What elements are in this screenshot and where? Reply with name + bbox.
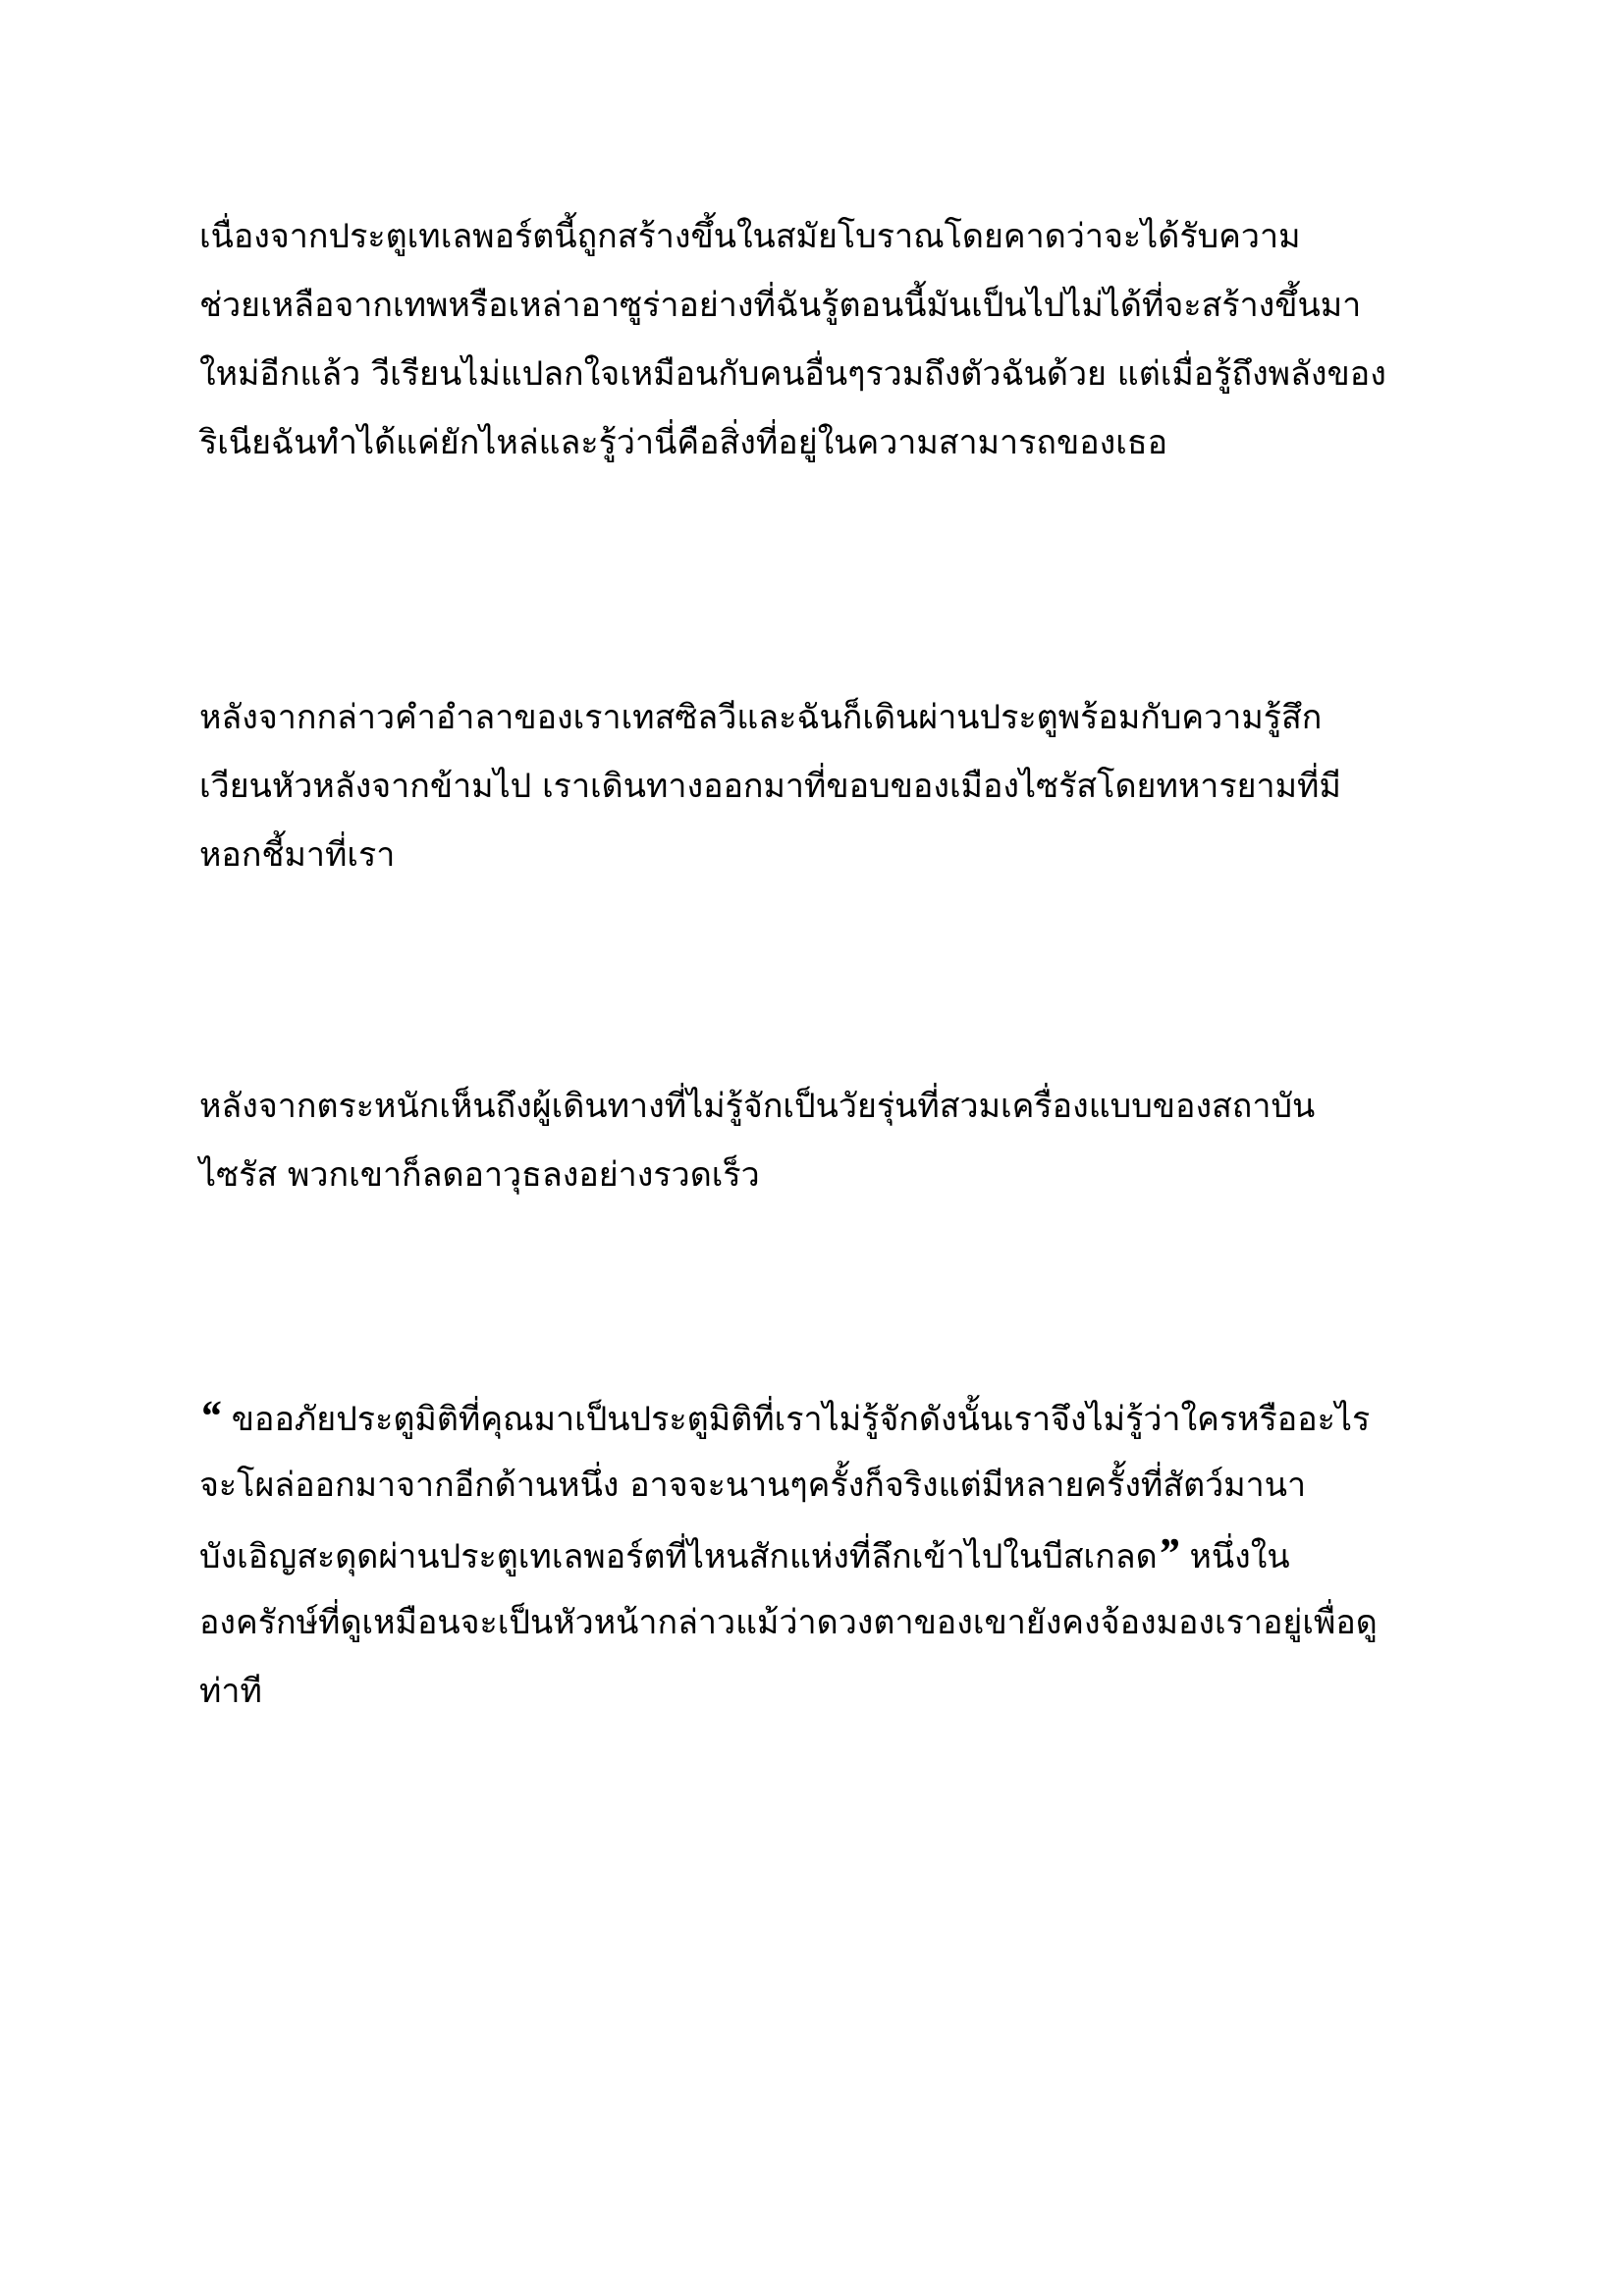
open-quote-mark: “: [199, 1392, 221, 1440]
paragraph-line: จะโผล่ออกมาจากอีกด้านหนึ่ง อาจจะนานๆครั้งก็จริงแต่มีหลายครั้งที่สัตว์มานา: [199, 1466, 1307, 1505]
paragraph-line: เนื่องจากประตูเทเลพอร์ตนี้ถูกสร้างขึ้นในสมัยโบราณโดยคาดว่าจะได้รับความ: [199, 217, 1301, 256]
dialogue-text: บังเอิญสะดุดผ่านประตูเทเลพอร์ตที่ไหนสักแห่งที่ลึกเข้าไปในบีสเกลด: [199, 1537, 1158, 1576]
close-quote-mark: ”: [1157, 1529, 1179, 1577]
paragraph-line: ช่วยเหลือจากเทพหรือเหล่าอาซูร่าอย่างที่ฉันรู้ตอนนี้มันเป็นไปไม่ได้ที่จะสร้างขึ้นมา: [199, 286, 1362, 325]
paragraph-line: หลังจากกล่าวคำอำลาของเราเทสซิลวีและฉันก็เดินผ่านประตูพร้อมกับความรู้สึก: [199, 698, 1323, 737]
paragraph-line: เวียนหัวหลังจากข้ามไป เราเดินทางออกมาที่ขอบของเมืองไซรัสโดยทหารยามที่มี: [199, 767, 1341, 806]
dialogue-text: ขออภัยประตูมิติที่คุณมาเป็นประตูมิติที่เราไม่รู้จักดังนั้นเราจึงไม่รู้ว่าใครหรืออะไร: [221, 1400, 1371, 1439]
paragraph-line: ริเนียฉันทำได้แค่ยักไหล่และรู้ว่านี่คือสิ่งที่อยู่ในความสามารถของเธอ: [199, 423, 1168, 462]
paragraph-line: หอกชี้มาที่เรา: [199, 835, 396, 875]
paragraph-1: [199, 202, 1466, 477]
paragraph-line: ไซรัส พวกเขาก็ลดอาวุธลงอย่างรวดเร็ว: [199, 1155, 760, 1195]
paragraph-2: [199, 683, 1466, 889]
paragraph-line: [199, 1520, 1466, 1588]
paragraph-line: ท่าที: [199, 1672, 262, 1711]
paragraph-3: [199, 1072, 1466, 1209]
paragraph-line: หลังจากตระหนักเห็นถึงผู้เดินทางที่ไม่รู้จักเป็นวัยรุ่นที่สวมเครื่องแบบของสถาบัน: [199, 1087, 1316, 1126]
paragraph-line: องครักษ์ที่ดูเหมือนจะเป็นหัวหน้ากล่าวแม้ว่าดวงตาของเขายังคงจ้องมองเราอยู่เพื่อดู: [199, 1603, 1378, 1642]
narration-text: หนึ่งใน: [1178, 1537, 1290, 1576]
paragraph-line: ใหม่อีกแล้ว วีเรียนไม่แปลกใจเหมือนกับคนอื่นๆรวมถึงตัวฉันด้วย แต่เมื่อรู้ถึงพลังของ: [199, 354, 1386, 394]
paragraph-line: [199, 1382, 1466, 1451]
paragraph-4-dialogue: [199, 1382, 1466, 1726]
